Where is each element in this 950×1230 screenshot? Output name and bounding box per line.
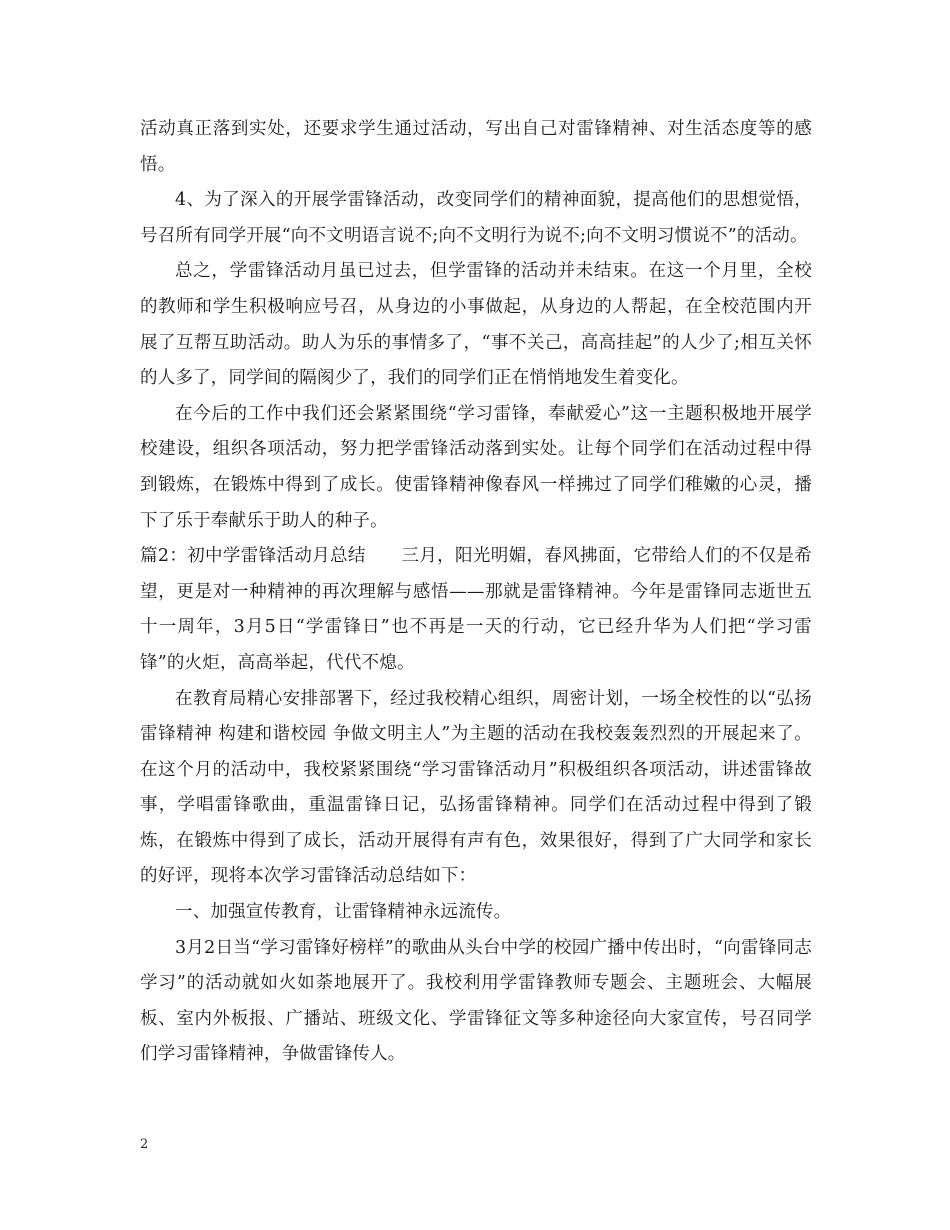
paragraph: 3月2日当“学习雷锋好榜样”的歌曲从头台中学的校园广播中传出时，“向雷锋同志学习”的活动就如火如荼地展开了。我校利用学雷锋教师专题会、主题班会、大幅展板、室内外板报、广播站、班级文化、学雷锋征文等多种途径向大家宣传，号召同学们学习雷锋精神，争做雷锋传人。 [140,937,812,1065]
page-number: 2 [140,1137,149,1152]
paragraph: 在今后的工作中我们还会紧紧围绕“学习雷锋，奉献爱心”这一主题积极地开展学校建设，组织各项活动，努力把学雷锋活动落到实处。让每个同学们在活动过程中得到锻炼，在锻炼中得到了成长。使雷锋精神像春风一样拂过了同学们稚嫩的心灵，播下了乐于奉献乐于助人的种子。 [140,403,812,531]
paragraph: 活动真正落到实处，还要求学生通过活动，写出自己对雷锋精神、对生活态度等的感悟。 [140,119,812,175]
paragraph: 在教育局精心安排部署下，经过我校精心组织，周密计划，一场全校性的以“弘扬雷锋精神 构建和谐校园 争做文明主人”为主题的活动在我校轰轰烈烈的开展起来了。在这个月的活动中，我校紧紧围绕“学习雷锋活动月”积极组织各项活动，讲述雷锋故事，学唱雷锋歌曲，重温雷锋日记，弘扬雷锋精神。同学们在活动过程中得到了锻炼，在锻炼中得到了成长，活动开展得有声有色，效果很好，得到了广大同学和家长的好评，现将本次学习雷锋活动总结如下： [140,688,812,887]
paragraph: 总之，学雷锋活动月虽已过去，但学雷锋的活动并未结束。在这一个月里，全校的教师和学生积极响应号召，从身边的小事做起，从身边的人帮起，在全校范围内开展了互帮互助活动。助人为乐的事情多了，“事不关己，高高挂起”的人少了;相互关怀的人多了，同学间的隔阂少了，我们的同学们正在悄悄地发生着变化。 [140,261,812,389]
section-heading-paragraph: 篇2：初中学雷锋活动月总结 三月，阳光明媚，春风拂面，它带给人们的不仅是希望，更是对一种精神的再次理解与感悟——那就是雷锋精神。今年是雷锋同志逝世五十一周年，3月5日“学雷锋日”也不再是一天的行动，它已经升华为人们把“学习雷锋”的火炬，高高举起，代代不熄。 [140,546,812,673]
subheading-paragraph: 一、加强宣传教育，让雷锋精神永远流传。 [175,902,512,923]
body-text [140,112,812,1073]
paragraph: 4、为了深入的开展学雷锋活动，改变同学们的精神面貌，提高他们的思想觉悟，号召所有同学开展“向不文明语言说不;向不文明行为说不;向不文明习惯说不”的活动。 [140,190,812,246]
